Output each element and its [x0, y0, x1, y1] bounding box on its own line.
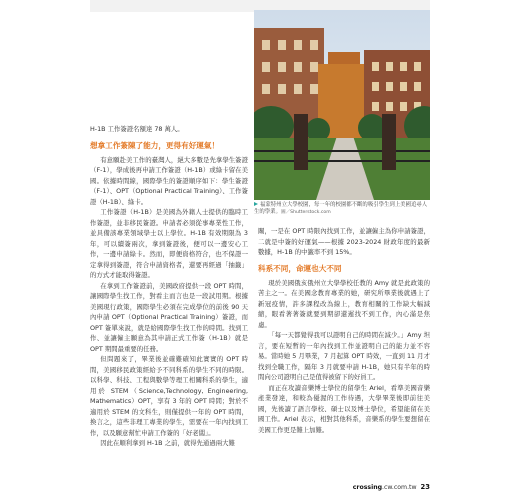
- left-paragraph: 因此在順利拿到 H-1B 之前，就得先通過兩大難: [100, 439, 235, 447]
- caption-marker-icon: [254, 202, 258, 206]
- right-paragraph: 而正在攻讀音樂博士學位的留學生 Ariel，看準美國音樂產業發達，和較為優渥的工作待遇，大學畢業後即前往美國，先後讀了語言學校、碩士以及博士學位，希望能留在美國工作。Ariel 表示，相對其他科系，音樂系的學生要想留在美國工作更是難上加難。: [258, 383, 430, 434]
- photo-credit: 圖／Shutterstock.com: [280, 210, 331, 215]
- section-heading-majors: 科系不同，命運也大不同: [258, 263, 342, 273]
- right-continued-paragraph: 關，一是在 OPT 時限內找到工作，並讓僱主為你申請簽證，二就是中簽的好運氣——根據 2023-2024 財政年度的最新數據，H-1B 的中籤率不到 15%。: [258, 227, 430, 256]
- page-footer: [353, 482, 430, 492]
- left-paragraph: 有意願赴美工作的臺灣人，絕大多數是先拿學生簽證（F-1），學成後再申請工作簽證（H-1B）或綠卡留在美國。依據時間線，國際學生的簽證順序如下：學生簽證（F-1）、OPT（Optional Practical Training）、工作簽證（H-1B）、綠卡。: [90, 155, 248, 206]
- caption-text: 福蒙特州立大學校園，每一年的校園都不斷的吸引學生到上美國追尋人生的學業。: [254, 202, 428, 215]
- gate-pillar-right: [382, 114, 396, 170]
- left-paragraph: 工作簽證（H-1B）是美國為外籍人士提供的臨時工作簽證，並非移民簽證。申請者必須從事專業性工作，並具備該專業領域學士以上學位。H-1B 有效期限為 3 年，可以續簽兩次，拿到簽證後，便可以一邊安心工作，一邊申請綠卡。然而，即便資格符合，也不保證一定拿得到簽證，符合申請資格者，還要再經過「抽籤」的方式才能取得簽證。: [90, 208, 248, 279]
- page-number: 23: [420, 483, 430, 491]
- left-column: [90, 124, 248, 449]
- section-heading-luck: 想拿工作簽陳了能力，更得有好運氣！: [90, 140, 220, 150]
- footer-brand: crossing: [352, 484, 383, 491]
- footer-url: .cw.com.tw: [382, 484, 417, 491]
- right-paragraph: 「每一天都覺得我可以證明自己的時間在減少。」Amy 坦言，要在短暫的一年內找到工作並證明自己的能力並不容易。當時她 5 月畢業，7 月起算 OPT 時效，一直到 11 月才找到全職工作，隔年 3 月就要申請 H-1B，她只有半年的時間向公司證明自己是值得被留下的好員工。: [258, 331, 430, 381]
- left-paragraph: 在拿到工作簽證前，美國政府提供一段 OPT 時間，讓國際學生找工作，對看主而言也是一段試用期。根據美國現行政策，國際學生必須在完成學位的前後 90 天內申請 OPT（Optional Practical Training）簽證，而 OPT 簽單來說，就是給國際學生找工作的時間。找到工作、並讓僱主願意為其申請正式工作簽（H-1B）就是 OPT 期間最重要的任務。: [90, 281, 248, 353]
- right-column: [258, 226, 430, 435]
- intro-line: H-1B 工作簽證名額達 78 萬人。: [90, 125, 184, 133]
- gate-pillar-left: [294, 114, 308, 170]
- left-paragraph: 但問題來了，畢業後並確難確知此實實的 OPT 時間，美國移民政策經給予不同科系的學生不同的時限。以科學、科技、工程與數學等理工相關科系的學生，適用於 STEM（Science,Technology, Engineering, Mathematics）OPT，享有 3 年的 OPT 時間；對於不適用於 STEM 的文科生，則僅提供一年的 OPT 時間，換言之，這些非理工專業的學生，需要在一年內找到工作，以及願意幫忙申請工作簽的「好老闆」。: [90, 355, 248, 437]
- campus-photo: [254, 10, 430, 200]
- right-paragraph: 現於美國俄亥俄州立大學學校任教的 Amy 就是此政策的苦主之一。在美國念教育專業的她，研究所畢業後就遇上了新冠疫情，許多課程改為線上，教育相關的工作缺大幅減縮，眼看著著簽就要到期卻還遲找不到工作，內心滿是焦慮。: [258, 278, 430, 329]
- photo-caption: [254, 202, 430, 216]
